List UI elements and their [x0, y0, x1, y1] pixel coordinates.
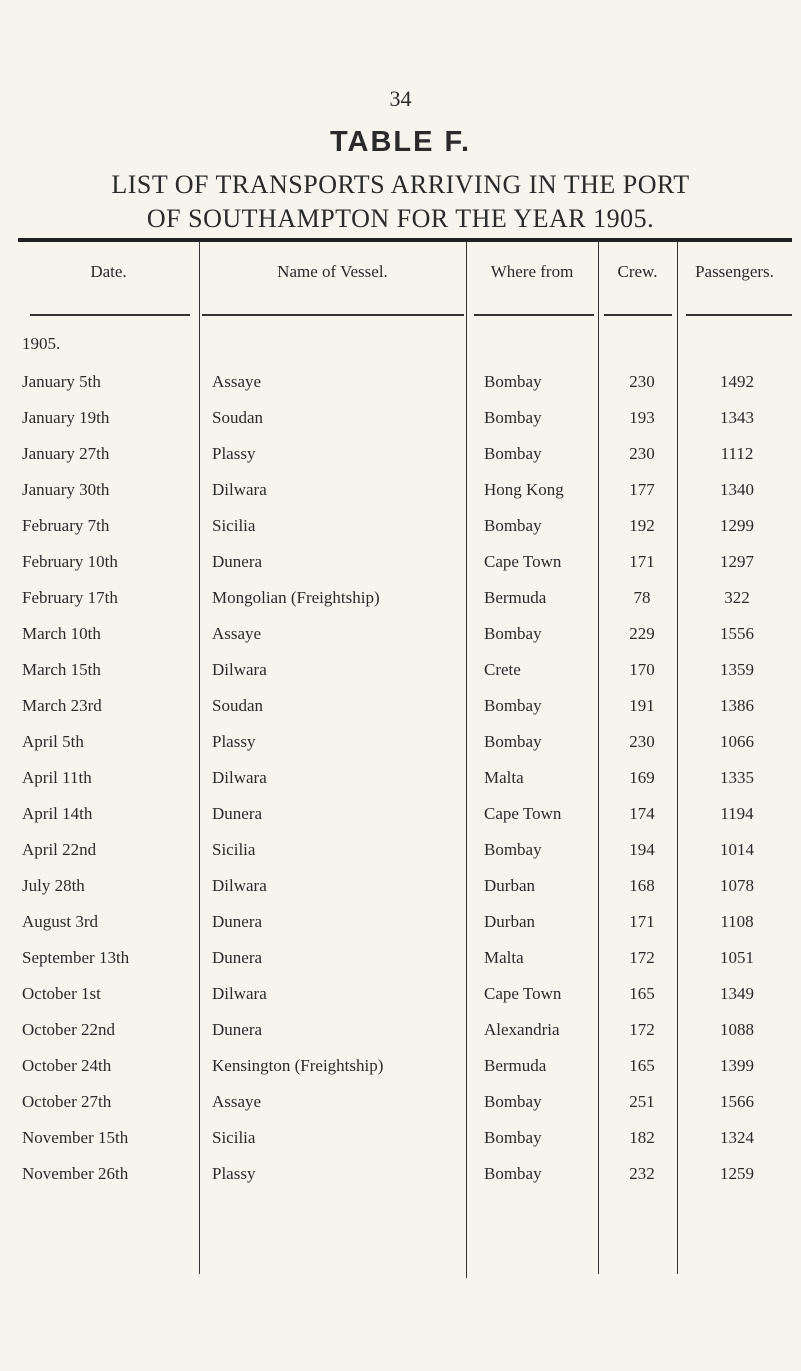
vessel-cell: Dunera: [212, 1020, 263, 1039]
table-row: [18, 1159, 792, 1195]
vessel-cell: Sicilia: [212, 1128, 256, 1147]
vessel-cell: Plassy: [212, 732, 256, 751]
date-cell: October 22nd: [22, 1020, 116, 1039]
table-row: [18, 1015, 792, 1051]
crew-cell: 174: [629, 804, 655, 823]
table-row: [18, 1123, 792, 1159]
header-rule-crew: [604, 314, 672, 316]
crew-cell: 170: [629, 660, 655, 679]
vessel-cell: Assaye: [212, 372, 262, 391]
vessel-cell: Dilwara: [212, 660, 267, 679]
date-cell: October 24th: [22, 1056, 112, 1075]
passengers-cell: 322: [724, 588, 750, 607]
vessel-cell: Mongolian (Freightship): [212, 588, 380, 607]
where-from-cell: Bermuda: [484, 1056, 547, 1075]
passengers-cell: 1324: [720, 1128, 754, 1147]
passengers-cell: 1194: [720, 804, 754, 823]
date-cell: February 10th: [22, 552, 118, 571]
passengers-cell: 1051: [720, 948, 754, 967]
vessel-cell: Sicilia: [212, 516, 256, 535]
table-title: TABLE F.: [329, 126, 472, 158]
passengers-cell: 1088: [720, 1020, 754, 1039]
subtitle-line-2: OF SOUTHAMPTON FOR THE YEAR 1905.: [146, 204, 655, 233]
where-from-cell: Durban: [484, 912, 535, 931]
vessel-cell: Dilwara: [212, 876, 267, 895]
date-cell: April 11th: [22, 768, 92, 787]
vessel-cell: Plassy: [212, 444, 256, 463]
passengers-cell: 1386: [720, 696, 754, 715]
date-cell: February 7th: [22, 516, 110, 535]
where-from-cell: Malta: [484, 948, 524, 967]
date-cell: January 5th: [22, 372, 101, 391]
where-from-cell: Cape Town: [484, 804, 562, 823]
crew-cell: 182: [629, 1128, 655, 1147]
where-from-cell: Alexandria: [484, 1020, 560, 1039]
crew-cell: 230: [629, 372, 655, 391]
crew-cell: 171: [629, 552, 655, 571]
passengers-cell: 1335: [720, 768, 754, 787]
vessel-cell: Dunera: [212, 552, 263, 571]
passengers-cell: 1349: [720, 984, 754, 1003]
vessel-cell: Soudan: [212, 408, 263, 427]
transports-table: [18, 238, 792, 1278]
date-cell: April 5th: [22, 732, 84, 751]
where-from-cell: Bombay: [484, 840, 542, 859]
where-from-cell: Bombay: [484, 624, 542, 643]
where-from-cell: Bombay: [484, 408, 542, 427]
table-row: [18, 439, 792, 475]
header-rule-vessel: [202, 314, 464, 316]
table-row: [18, 943, 792, 979]
passengers-cell: 1108: [720, 912, 754, 931]
table-body: [18, 367, 792, 1195]
table-row: [18, 979, 792, 1015]
passengers-cell: 1492: [720, 372, 754, 391]
date-cell: April 14th: [22, 804, 93, 823]
date-cell: November 26th: [22, 1164, 129, 1183]
header-crew: Crew.: [617, 262, 658, 281]
table-row: [18, 727, 792, 763]
crew-cell: 165: [629, 1056, 655, 1075]
header-rule-from: [474, 314, 594, 316]
header-where-from: Where from: [490, 262, 574, 281]
date-cell: March 15th: [22, 660, 101, 679]
table-row: [18, 763, 792, 799]
header-passengers: Passengers.: [695, 262, 774, 281]
crew-cell: 168: [629, 876, 655, 895]
passengers-cell: 1078: [720, 876, 754, 895]
vessel-cell: Dilwara: [212, 768, 267, 787]
where-from-cell: Bermuda: [484, 588, 547, 607]
crew-cell: 192: [629, 516, 655, 535]
passengers-cell: 1556: [720, 624, 754, 643]
table-row: [18, 547, 792, 583]
where-from-cell: Bombay: [484, 372, 542, 391]
passengers-cell: 1343: [720, 408, 754, 427]
crew-cell: 194: [629, 840, 655, 859]
table-row: [18, 367, 792, 403]
crew-cell: 165: [629, 984, 655, 1003]
vessel-cell: Assaye: [212, 624, 262, 643]
table-top-rule: [18, 238, 792, 242]
crew-cell: 232: [629, 1164, 655, 1183]
date-cell: April 22nd: [22, 840, 97, 859]
vessel-cell: Sicilia: [212, 840, 256, 859]
date-cell: July 28th: [22, 876, 85, 895]
crew-cell: 171: [629, 912, 655, 931]
where-from-cell: Malta: [484, 768, 524, 787]
vessel-cell: Soudan: [212, 696, 263, 715]
date-cell: March 23rd: [22, 696, 102, 715]
table-row: [18, 1051, 792, 1087]
date-cell: February 17th: [22, 588, 118, 607]
table-row: [18, 799, 792, 835]
page-number: 34: [389, 86, 412, 111]
where-from-cell: Bombay: [484, 1092, 542, 1111]
vessel-cell: Dunera: [212, 804, 263, 823]
table-row: [18, 403, 792, 439]
passengers-cell: 1112: [720, 444, 754, 463]
vessel-cell: Dilwara: [212, 984, 267, 1003]
passengers-cell: 1566: [720, 1092, 754, 1111]
crew-cell: 251: [629, 1092, 655, 1111]
date-cell: October 27th: [22, 1092, 112, 1111]
passengers-cell: 1066: [720, 732, 754, 751]
vessel-cell: Kensington (Freightship): [212, 1056, 384, 1075]
crew-cell: 229: [629, 624, 655, 643]
crew-cell: 193: [629, 408, 655, 427]
table-row: [18, 1087, 792, 1123]
table-row: [18, 907, 792, 943]
crew-cell: 177: [629, 480, 655, 499]
table-row: [18, 655, 792, 691]
where-from-cell: Crete: [484, 660, 521, 679]
table-row: [18, 583, 792, 619]
table-row: [18, 871, 792, 907]
where-from-cell: Bombay: [484, 732, 542, 751]
table-row: [18, 475, 792, 511]
table-row: [18, 691, 792, 727]
passengers-cell: 1359: [720, 660, 754, 679]
header-rule-passengers: [686, 314, 792, 316]
passengers-cell: 1259: [720, 1164, 754, 1183]
table-row: [18, 619, 792, 655]
crew-cell: 169: [629, 768, 655, 787]
where-from-cell: Hong Kong: [484, 480, 564, 499]
vessel-cell: Dilwara: [212, 480, 267, 499]
where-from-cell: Bombay: [484, 1128, 542, 1147]
header-rule-date: [30, 314, 190, 316]
passengers-cell: 1399: [720, 1056, 754, 1075]
where-from-cell: Cape Town: [484, 552, 562, 571]
crew-cell: 230: [629, 444, 655, 463]
date-cell: January 30th: [22, 480, 110, 499]
table-row: [18, 835, 792, 871]
crew-cell: 172: [629, 1020, 655, 1039]
where-from-cell: Bombay: [484, 444, 542, 463]
passengers-cell: 1299: [720, 516, 754, 535]
date-cell: January 27th: [22, 444, 110, 463]
where-from-cell: Bombay: [484, 516, 542, 535]
crew-cell: 78: [633, 588, 651, 607]
date-cell: October 1st: [22, 984, 101, 1003]
date-cell: March 10th: [22, 624, 101, 643]
where-from-cell: Bombay: [484, 1164, 542, 1183]
subtitle-line-1: LIST OF TRANSPORTS ARRIVING IN THE PORT: [111, 170, 690, 199]
crew-cell: 191: [629, 696, 655, 715]
date-cell: September 13th: [22, 948, 130, 967]
where-from-cell: Durban: [484, 876, 535, 895]
where-from-cell: Cape Town: [484, 984, 562, 1003]
header-date: Date.: [90, 262, 127, 281]
vessel-cell: Plassy: [212, 1164, 256, 1183]
crew-cell: 230: [629, 732, 655, 751]
date-cell: November 15th: [22, 1128, 129, 1147]
date-cell: August 3rd: [22, 912, 99, 931]
passengers-cell: 1297: [720, 552, 754, 571]
header-vessel: Name of Vessel.: [277, 262, 388, 281]
passengers-cell: 1340: [720, 480, 754, 499]
crew-cell: 172: [629, 948, 655, 967]
date-cell: January 19th: [22, 408, 110, 427]
where-from-cell: Bombay: [484, 696, 542, 715]
passengers-cell: 1014: [720, 840, 754, 859]
vessel-cell: Assaye: [212, 1092, 262, 1111]
table-row: [18, 511, 792, 547]
year-label: 1905.: [22, 334, 61, 353]
vessel-cell: Dunera: [212, 948, 263, 967]
vessel-cell: Dunera: [212, 912, 263, 931]
